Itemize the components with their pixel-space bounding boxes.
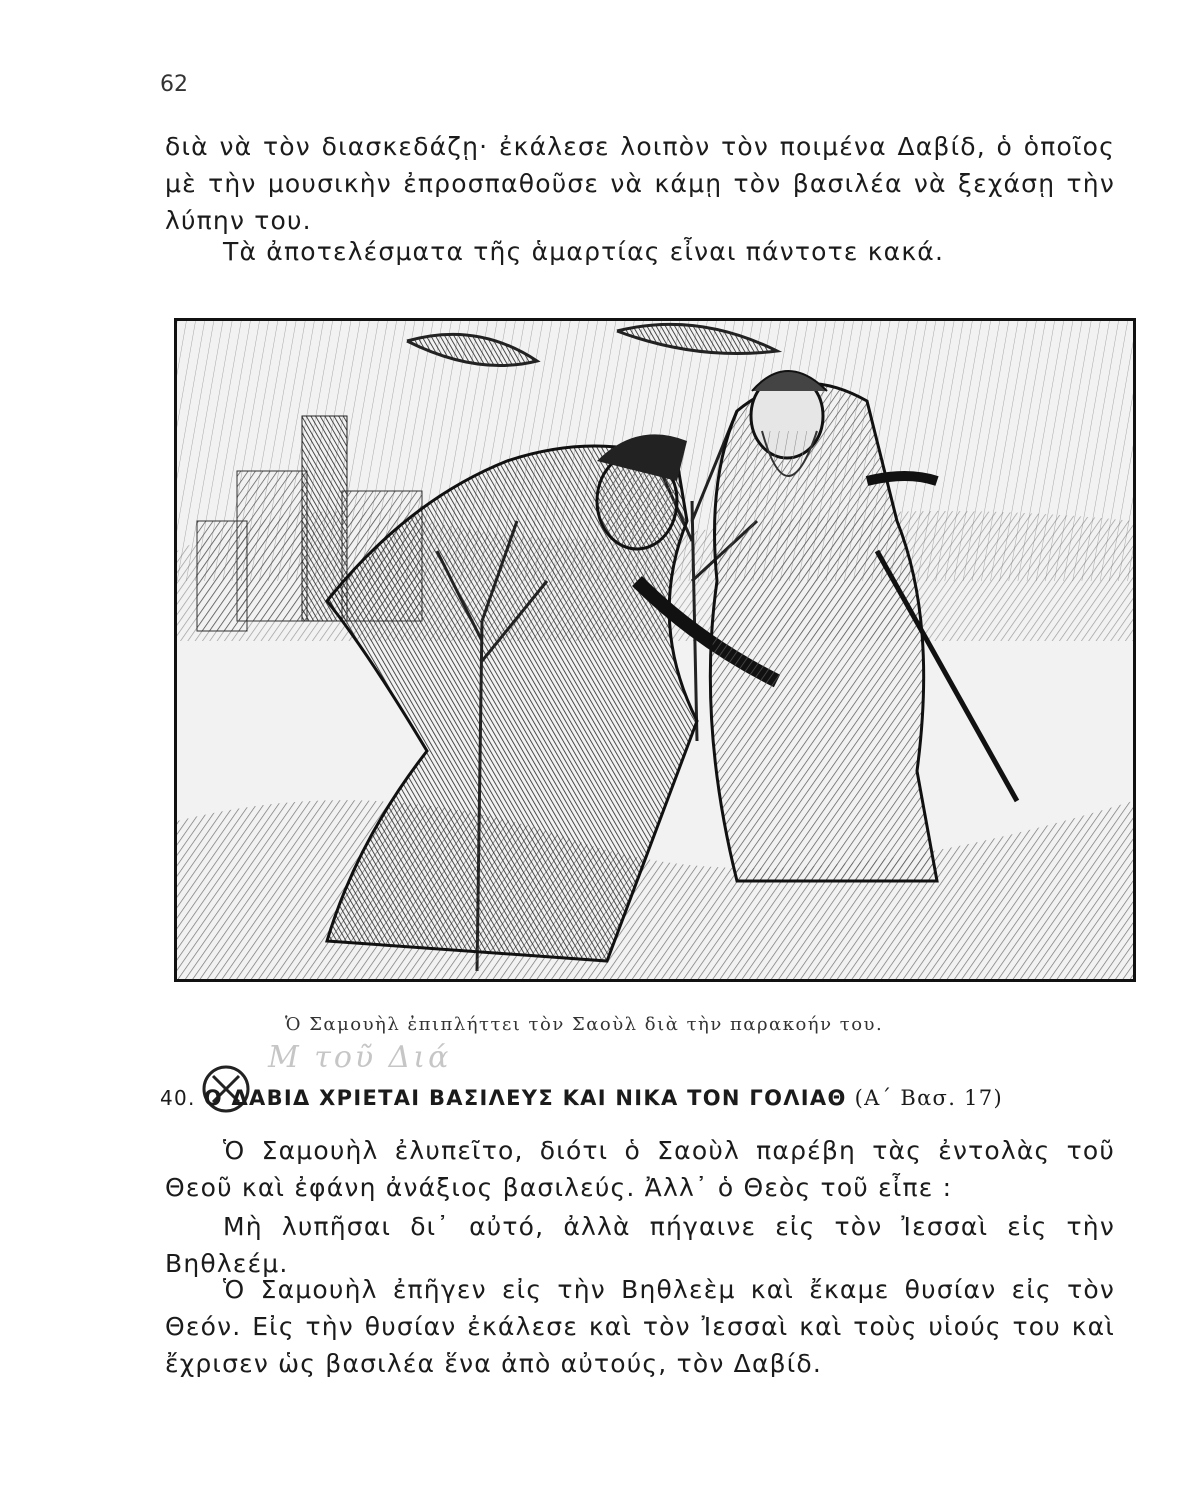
section-heading — [160, 1086, 1120, 1110]
engraving-illustration — [174, 318, 1136, 982]
paragraph-samuel-grieved: Ὁ Σαμουὴλ ἐλυπεῖτο, διότι ὁ Σαοὺλ παρέβη τὰς ἐντολὰς τοῦ Θεοῦ καὶ ἐφάνη ἀνάξιος βασιλεύς. Ἀλλ᾽ ὁ Θεὸς τοῦ εἶπε : — [165, 1136, 1115, 1202]
paragraph-anointing: Ὁ Σαμουὴλ ἐπῆγεν εἰς τὴν Βηθλεὲμ καὶ ἔκαμε θυσίαν εἰς τὸν Θεόν. Εἰς τὴν θυσίαν ἐκάλεσε καὶ τὸν Ἰεσσαὶ καὶ τοὺς υἱούς του καὶ ἔχρισεν ὡς βασιλέα ἕνα ἀπὸ αὐτούς, τὸν Δαβίδ. — [165, 1275, 1115, 1378]
paragraph-god-instruction: Μὴ λυπῆσαι δι᾽ αὐτό, ἀλλὰ πήγαινε εἰς τὸν Ἰεσσαὶ εἰς τὴν Βηθλεέμ. — [165, 1212, 1115, 1278]
engraving-drawing — [177, 321, 1133, 979]
paragraph-continuation: διὰ νὰ τὸν διασκεδάζῃ· ἐκάλεσε λοιπὸν τὸν ποιμένα Δαβίδ, ὁ ὁποῖος μὲ τὴν μουσικὴν ἐπροσπαθοῦσε νὰ κάμῃ τὸν βασιλέα νὰ ξεχάσῃ τὴν λύπην του. — [165, 132, 1115, 235]
handwritten-note: M τοῦ Διά — [268, 1040, 452, 1075]
section-number: 40. — [160, 1086, 196, 1110]
section-reference: (Α΄ Βασ. 17) — [854, 1086, 1003, 1110]
paragraph-moral: Τὰ ἀποτελέσματα τῆς ἁμαρτίας εἶναι πάντοτε κακά. — [223, 237, 945, 266]
page-number: 62 — [160, 72, 188, 97]
illustration-caption: Ὁ Σαμουὴλ ἐπιπλήττει τὸν Σαοὺλ διὰ τὴν παρακοήν του. — [285, 1014, 884, 1035]
section-title: Ο ΔΑΒΙΔ ΧΡΙΕΤΑΙ ΒΑΣΙΛΕΥΣ ΚΑΙ ΝΙΚΑ ΤΟΝ ΓΟΛΙΑΘ — [203, 1086, 847, 1110]
